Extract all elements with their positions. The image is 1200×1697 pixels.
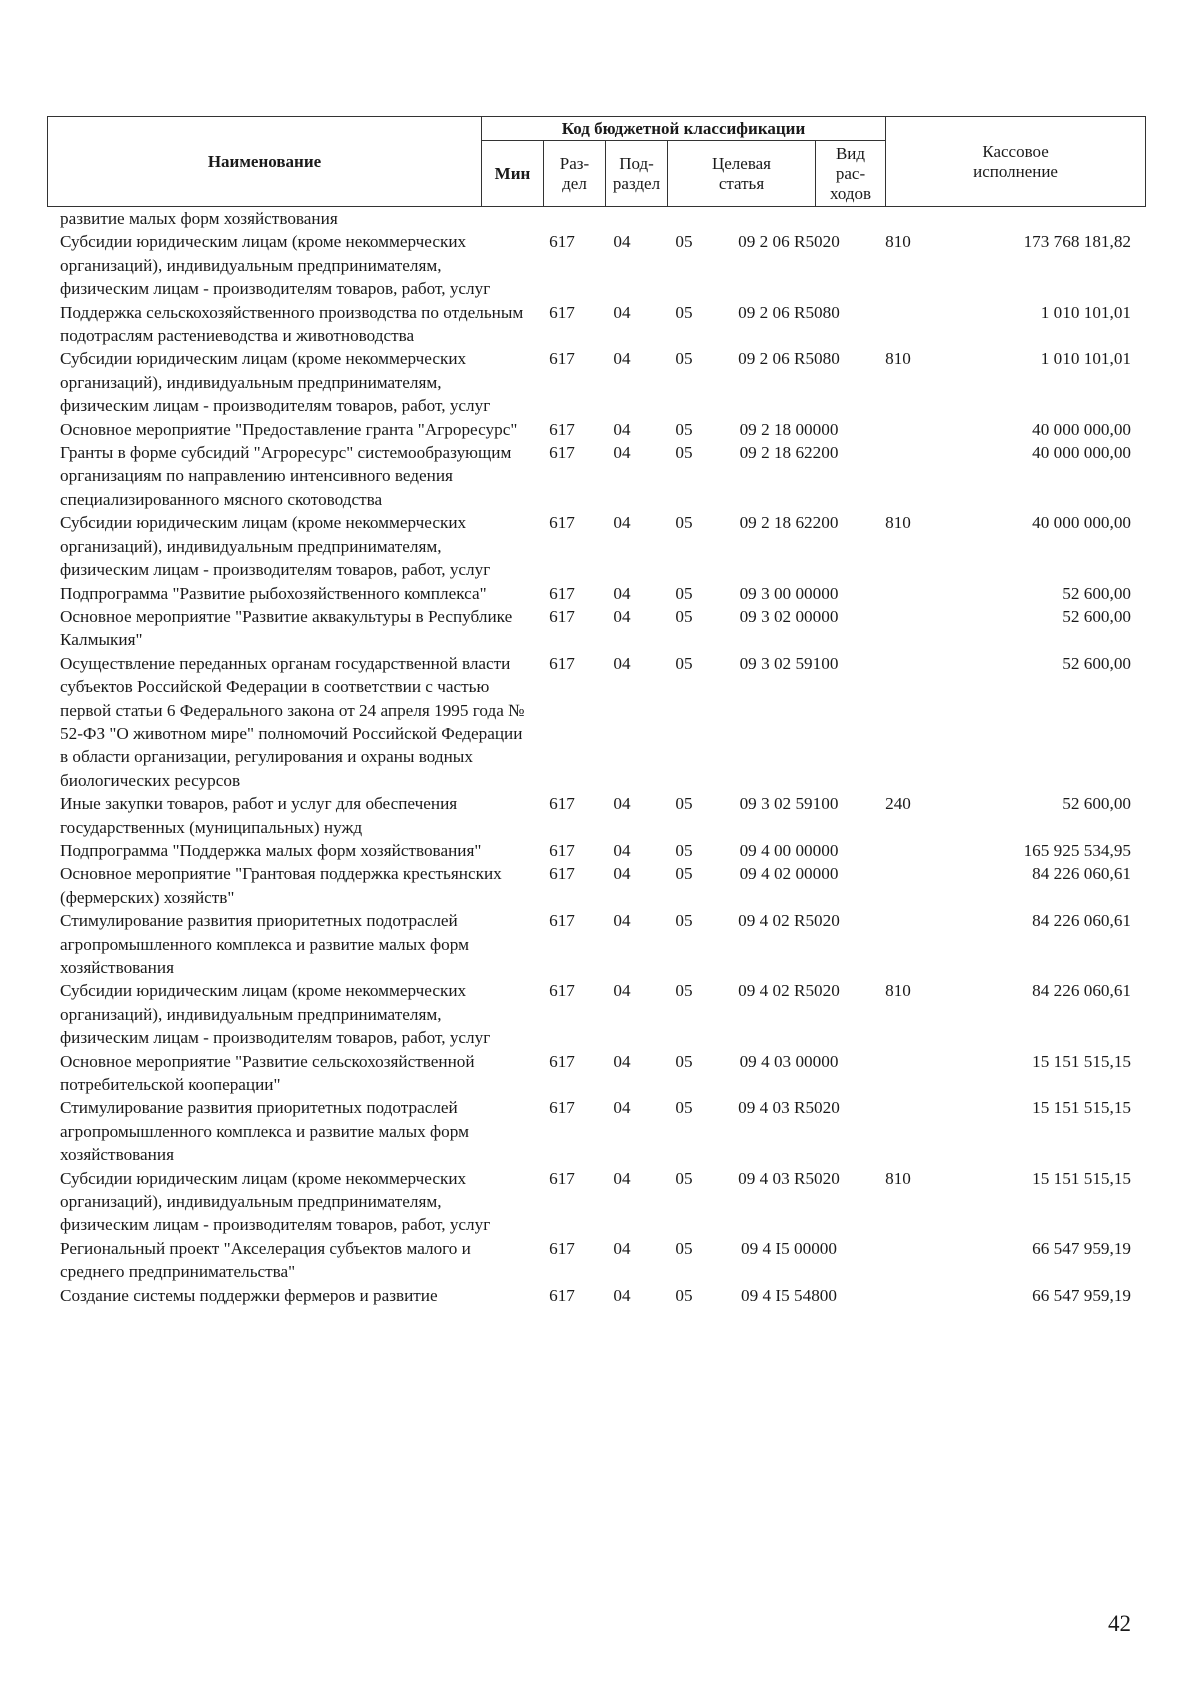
row-podrazdel: 05 xyxy=(675,981,693,1001)
row-amount xyxy=(933,207,1145,230)
row-razdel: 04 xyxy=(613,583,631,603)
row-podrazdel: 05 xyxy=(675,606,693,626)
row-target: 09 4 I5 54800 xyxy=(741,1285,837,1305)
row-target: 09 4 03 00000 xyxy=(739,1051,839,1071)
row-target: 09 3 02 59100 xyxy=(739,794,839,814)
header-razdel: Раз- дел xyxy=(544,141,606,207)
row-amount: 52 600,00 xyxy=(1062,653,1131,673)
row-razdel: 04 xyxy=(613,302,631,322)
row-podrazdel: 05 xyxy=(675,840,693,860)
table-row xyxy=(47,441,1145,511)
row-min: 617 xyxy=(549,349,575,369)
row-razdel: 04 xyxy=(613,1238,631,1258)
row-podrazdel: 05 xyxy=(675,513,693,533)
row-amount: 84 226 060,61 xyxy=(1032,911,1131,931)
row-vid xyxy=(863,418,933,441)
row-target: 09 2 06 R5080 xyxy=(738,302,840,322)
table-row xyxy=(47,1237,1145,1284)
row-name: Субсидии юридическим лицам (кроме некоммерческих организаций), индивидуальным предпринимателям, физическим лицам - производителям товаров, работ, услуг xyxy=(60,981,491,1048)
row-podrazdel: 05 xyxy=(675,232,693,252)
row-podrazdel: 05 xyxy=(675,794,693,814)
row-vid: 810 xyxy=(885,1168,911,1188)
row-min: 617 xyxy=(549,419,575,439)
row-razdel: 04 xyxy=(613,1051,631,1071)
row-target: 09 4 02 00000 xyxy=(739,864,839,884)
row-min: 617 xyxy=(549,981,575,1001)
row-min: 617 xyxy=(549,1285,575,1305)
row-razdel: 04 xyxy=(613,513,631,533)
row-vid xyxy=(863,839,933,862)
row-target: 09 2 18 00000 xyxy=(739,419,839,439)
header-min: Мин xyxy=(482,141,544,207)
row-name: Стимулирование развития приоритетных подотраслей агропромышленного комплекса и развитие малых форм хозяйствования xyxy=(60,1098,469,1165)
row-amount: 84 226 060,61 xyxy=(1032,864,1131,884)
row-name: Субсидии юридическим лицам (кроме некоммерческих организаций), индивидуальным предпринимателям, физическим лицам - производителям товаров, работ, услуг xyxy=(60,232,491,299)
row-vid: 810 xyxy=(885,349,911,369)
row-name: Осуществление переданных органам государственной власти субъектов Российской Федерации в соответствии с частью первой статьи 6 Федерального закона от 24 апреля 1995 года № 52-ФЗ "О животном мире" полномочий Российской Федерации в области организации, регулирования и охраны водных биологических ресурсов xyxy=(60,653,525,790)
row-amount: 84 226 060,61 xyxy=(1032,981,1131,1001)
header-amount: Кассовое исполнение xyxy=(886,117,1146,207)
row-podrazdel: 05 xyxy=(675,864,693,884)
row-podrazdel xyxy=(653,207,715,230)
row-min: 617 xyxy=(549,1168,575,1188)
row-min: 617 xyxy=(549,864,575,884)
row-amount: 173 768 181,82 xyxy=(1023,232,1131,252)
row-target xyxy=(715,207,863,230)
row-amount: 15 151 515,15 xyxy=(1032,1051,1131,1071)
row-min: 617 xyxy=(549,1051,575,1071)
row-podrazdel: 05 xyxy=(675,653,693,673)
row-name: Стимулирование развития приоритетных подотраслей агропромышленного комплекса и развитие малых форм хозяйствования xyxy=(60,911,469,977)
row-min: 617 xyxy=(549,606,575,626)
row-razdel: 04 xyxy=(613,349,631,369)
row-amount: 66 547 959,19 xyxy=(1032,1238,1131,1258)
row-vid xyxy=(863,441,933,511)
row-razdel: 04 xyxy=(613,981,631,1001)
row-podrazdel: 05 xyxy=(675,1098,693,1118)
row-name: Гранты в форме субсидий "Агроресурс" системообразующим организациям по направлению интенсивного ведения специализированного мясного скотоводства xyxy=(60,443,512,509)
row-razdel: 04 xyxy=(613,232,631,252)
row-amount: 52 600,00 xyxy=(1062,606,1131,626)
header-target: Целевая статья xyxy=(668,141,816,207)
row-min: 617 xyxy=(549,513,575,533)
table-row xyxy=(47,301,1145,348)
table-row xyxy=(47,909,1145,979)
header-code-group: Код бюджетной классификации xyxy=(482,117,886,141)
row-min: 617 xyxy=(549,1238,575,1258)
page-number: 42 xyxy=(1108,1611,1131,1636)
row-amount: 1 010 101,01 xyxy=(1040,302,1131,322)
row-vid xyxy=(863,1284,933,1307)
row-razdel: 04 xyxy=(613,911,631,931)
row-razdel: 04 xyxy=(613,1285,631,1305)
row-amount: 1 010 101,01 xyxy=(1040,349,1131,369)
row-vid xyxy=(863,582,933,605)
row-name: развитие малых форм хозяйствования xyxy=(60,209,338,228)
row-min: 617 xyxy=(549,653,575,673)
row-target: 09 2 18 62200 xyxy=(739,513,839,533)
row-vid xyxy=(863,862,933,909)
row-podrazdel: 05 xyxy=(675,349,693,369)
row-vid: 810 xyxy=(885,513,911,533)
row-name: Субсидии юридическим лицам (кроме некоммерческих организаций), индивидуальным предпринимателям, физическим лицам - производителям товаров, работ, услуг xyxy=(60,513,491,580)
row-podrazdel: 05 xyxy=(675,1051,693,1071)
table-row xyxy=(47,839,1145,862)
row-vid xyxy=(863,207,933,230)
row-razdel: 04 xyxy=(613,1098,631,1118)
table-row xyxy=(47,1050,1145,1097)
row-min: 617 xyxy=(549,840,575,860)
row-amount: 165 925 534,95 xyxy=(1023,840,1131,860)
row-name: Основное мероприятие "Развитие аквакультуры в Республике Калмыкия" xyxy=(60,606,513,650)
row-target: 09 4 I5 00000 xyxy=(741,1238,837,1258)
budget-table xyxy=(47,116,1145,1307)
row-min: 617 xyxy=(549,1098,575,1118)
table-row xyxy=(47,418,1145,441)
table-row xyxy=(47,605,1145,652)
row-min: 617 xyxy=(549,302,575,322)
row-vid: 810 xyxy=(885,232,911,252)
row-podrazdel: 05 xyxy=(675,302,693,322)
row-podrazdel: 05 xyxy=(675,419,693,439)
table-row xyxy=(47,207,1145,230)
row-name: Поддержка сельскохозяйственного производства по отдельным подотраслям растениеводства и животноводства xyxy=(60,302,524,346)
row-min: 617 xyxy=(549,443,575,463)
table-row xyxy=(47,792,1145,839)
row-name: Иные закупки товаров, работ и услуг для обеспечения государственных (муниципальных) нужд xyxy=(60,794,458,837)
row-amount: 40 000 000,00 xyxy=(1032,443,1131,463)
row-razdel: 04 xyxy=(613,840,631,860)
table-row xyxy=(47,230,1145,300)
row-target: 09 4 03 R5020 xyxy=(738,1098,840,1118)
row-min: 617 xyxy=(549,232,575,252)
row-amount: 40 000 000,00 xyxy=(1032,419,1131,439)
table-row xyxy=(47,652,1145,792)
row-target: 09 2 06 R5020 xyxy=(738,232,840,252)
row-amount: 40 000 000,00 xyxy=(1032,513,1131,533)
row-razdel: 04 xyxy=(613,1168,631,1188)
table-row xyxy=(47,347,1145,417)
row-target: 09 3 02 00000 xyxy=(739,606,839,626)
row-podrazdel: 05 xyxy=(675,443,693,463)
row-target: 09 4 03 R5020 xyxy=(738,1168,840,1188)
row-vid xyxy=(863,909,933,979)
row-amount: 66 547 959,19 xyxy=(1032,1285,1131,1305)
row-vid: 240 xyxy=(885,794,911,814)
row-name: Создание системы поддержки фермеров и развитие xyxy=(60,1285,438,1305)
row-razdel: 04 xyxy=(613,606,631,626)
row-amount: 52 600,00 xyxy=(1062,583,1131,603)
row-name: Региональный проект "Акселерация субъектов малого и среднего предпринимательства" xyxy=(60,1238,471,1282)
row-target: 09 4 00 00000 xyxy=(739,840,839,860)
table-row xyxy=(47,862,1145,909)
row-target: 09 3 02 59100 xyxy=(739,653,839,673)
row-min: 617 xyxy=(549,583,575,603)
row-amount: 15 151 515,15 xyxy=(1032,1168,1131,1188)
row-razdel: 04 xyxy=(613,443,631,463)
row-vid: 810 xyxy=(885,981,911,1001)
row-name: Подпрограмма "Развитие рыбохозяйственного комплекса" xyxy=(60,583,487,603)
row-podrazdel: 05 xyxy=(675,1168,693,1188)
row-name: Субсидии юридическим лицам (кроме некоммерческих организаций), индивидуальным предпринимателям, физическим лицам - производителям товаров, работ, услуг xyxy=(60,1168,491,1235)
row-target: 09 4 02 R5020 xyxy=(738,981,840,1001)
row-razdel: 04 xyxy=(613,794,631,814)
row-vid xyxy=(863,605,933,652)
table-row xyxy=(47,582,1145,605)
row-razdel: 04 xyxy=(613,653,631,673)
row-podrazdel: 05 xyxy=(675,911,693,931)
row-target: 09 4 02 R5020 xyxy=(738,911,840,931)
row-podrazdel: 05 xyxy=(675,1285,693,1305)
table-header xyxy=(47,116,1146,207)
row-podrazdel: 05 xyxy=(675,583,693,603)
table-row xyxy=(47,1284,1145,1307)
row-name: Субсидии юридическим лицам (кроме некоммерческих организаций), индивидуальным предпринимателям, физическим лицам - производителям товаров, работ, услуг xyxy=(60,349,491,416)
row-min: 617 xyxy=(549,911,575,931)
table-row xyxy=(47,979,1145,1049)
table-body xyxy=(47,207,1145,1307)
row-target: 09 3 00 00000 xyxy=(739,583,839,603)
row-name: Подпрограмма "Поддержка малых форм хозяйствования" xyxy=(60,840,482,860)
row-min: 617 xyxy=(549,794,575,814)
header-name: Наименование xyxy=(48,117,482,207)
row-amount: 15 151 515,15 xyxy=(1032,1098,1131,1118)
row-name: Основное мероприятие "Грантовая поддержка крестьянских (фермерских) хозяйств" xyxy=(60,864,502,907)
row-vid xyxy=(863,1050,933,1097)
row-name: Основное мероприятие "Предоставление гранта "Агроресурс" xyxy=(60,419,518,439)
table-row xyxy=(47,1096,1145,1166)
row-amount: 52 600,00 xyxy=(1062,794,1131,814)
row-name: Основное мероприятие "Развитие сельскохозяйственной потребительской кооперации" xyxy=(60,1051,475,1095)
row-vid xyxy=(863,1237,933,1284)
row-target: 09 2 06 R5080 xyxy=(738,349,840,369)
row-vid xyxy=(863,652,933,792)
header-vid: Вид рас- ходов xyxy=(816,141,886,207)
row-vid xyxy=(863,301,933,348)
header-podrazdel: Под- раздел xyxy=(606,141,668,207)
table-row xyxy=(47,511,1145,581)
row-target: 09 2 18 62200 xyxy=(739,443,839,463)
row-podrazdel: 05 xyxy=(675,1238,693,1258)
row-razdel: 04 xyxy=(613,864,631,884)
row-min xyxy=(533,207,591,230)
table-row xyxy=(47,1167,1145,1237)
row-vid xyxy=(863,1096,933,1166)
row-razdel xyxy=(591,207,653,230)
row-razdel: 04 xyxy=(613,419,631,439)
